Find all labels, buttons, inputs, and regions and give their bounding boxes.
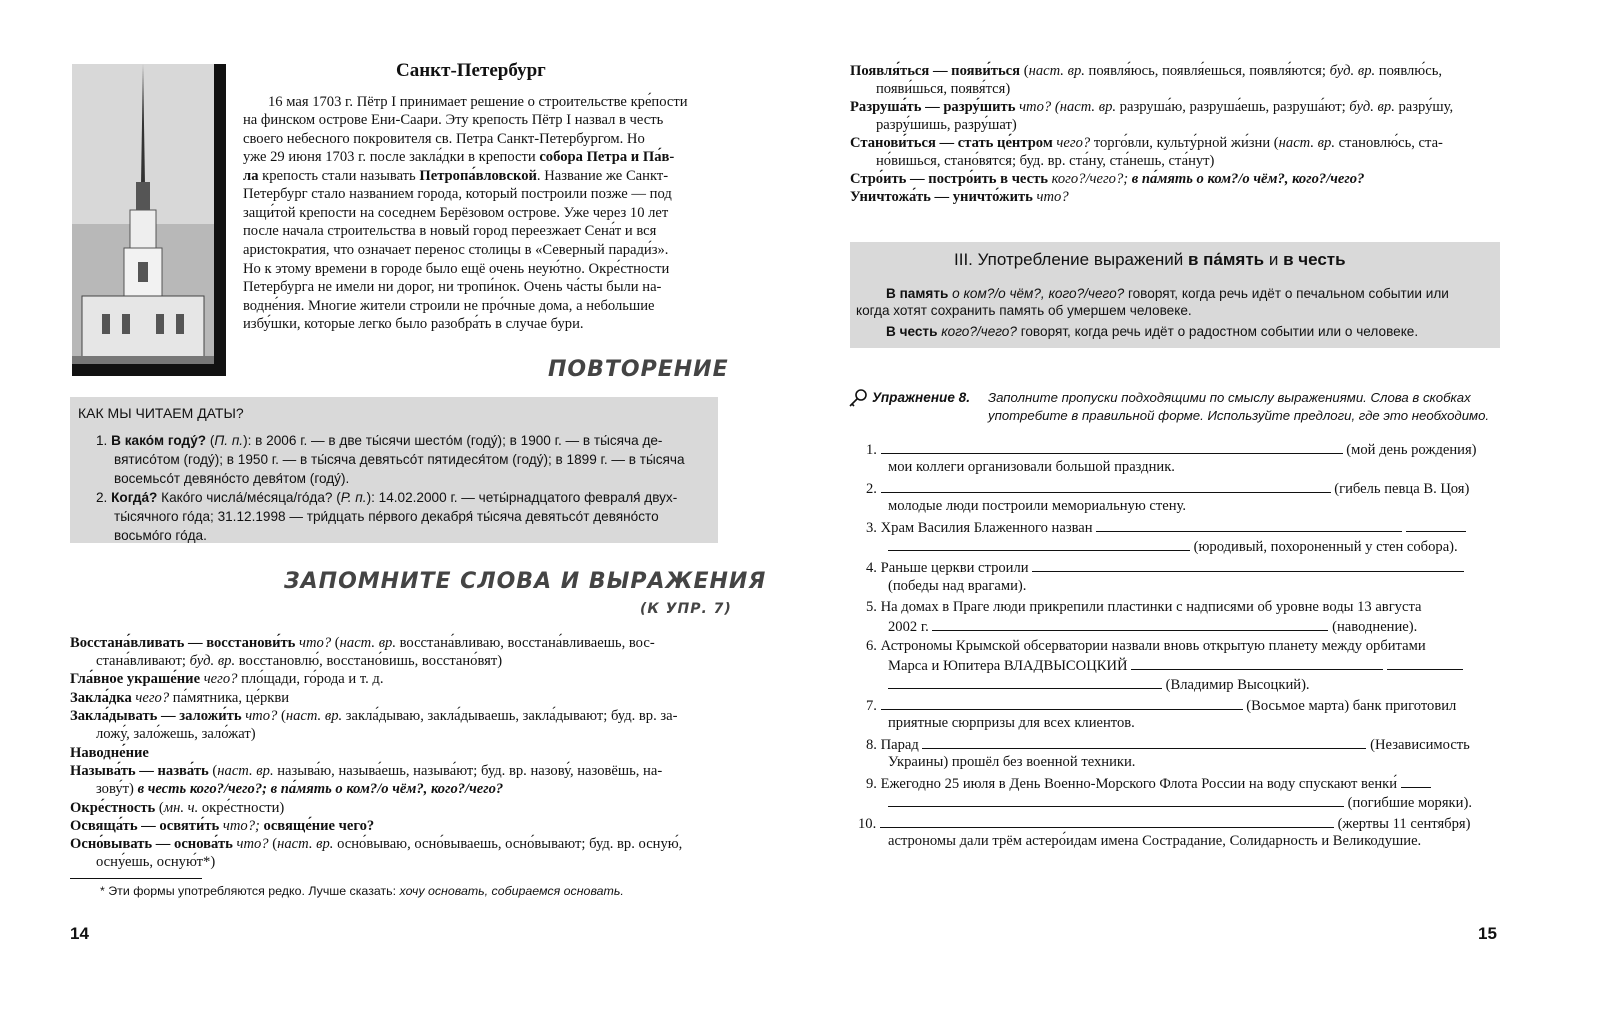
photo-frame-shadow: [214, 64, 226, 376]
usage-line-memory: В память о ком?/о чём?, кого?/чего? говорят, когда речь идёт о печальном событии или: [886, 286, 1449, 301]
dates-box: [70, 397, 718, 543]
usage-box-title: III. Употребление выражений в па́мять и в честь: [954, 250, 1346, 269]
remember-subheading: (К УПР. 7): [640, 601, 732, 617]
exercise-item[interactable]: 4. Раньше церкви строили: [866, 558, 1464, 577]
exercise-item[interactable]: 1. (мой день рождения): [866, 442, 1477, 458]
key-icon: [848, 388, 868, 413]
dates-list: 1. В како́м году́? (П. п.): в 2006 г. — в две ты́сячи шесто́м (году́); в 1900 г. — в ты́сяча де- вятисо́том (году́); в 1950 г. — в ты́сяча девятьсо́т пятидеся́том (году́); в 1899 г. — в ты́сяча восемьсо́т девяно́сто девя́том (году́). 2. Когда́? Како́го числа́/ме́сяца/го́да? (Р. п.): 14.02.2000 г. — четы́рнадцатого февраля́ двух- ты́сячного го́да; 31.12.1998 — три́дцать пе́рвого декабря́ ты́сяча девятьсо́т девяно́сто восьмо́го го́да.: [96, 433, 685, 543]
footnote: * Эти формы употребляются редко. Лучше сказать: хочу основать, собираемся основать.: [100, 884, 624, 898]
exercise-task: Заполните пропуски подходящими по смыслу выражениями. Слова в скобках: [988, 390, 1471, 405]
dates-title: КАК МЫ ЧИТАЕМ ДАТЫ?: [78, 405, 244, 421]
exercise-item[interactable]: 8. Парад (Независимость: [866, 737, 1470, 753]
exercise-item[interactable]: 6. Астрономы Крымской обсерватории назвали вновь открытую планету между орбитами: [866, 638, 1426, 654]
article-title: Санкт-Петербург: [396, 60, 546, 81]
usage-box: [850, 242, 1500, 348]
exercise-item[interactable]: 2. (гибель певца В. Цоя): [866, 481, 1470, 497]
exercise-title: Упражнение 8.: [872, 390, 971, 405]
page-number-left: 14: [70, 924, 89, 943]
exercise-item[interactable]: 3. Храм Василия Блаженного назван: [866, 518, 1466, 537]
repeat-heading: ПОВТОРЕНИЕ: [548, 357, 729, 382]
usage-line-honor: В честь кого?/чего? говорят, когда речь идёт о радостном событии или о человеке.: [886, 324, 1419, 339]
cathedral-photo: [72, 64, 214, 364]
photo-frame-shadow: [72, 364, 226, 376]
usage-line-memory-cont: когда хотят сохранить память об умершем человеке.: [856, 303, 1192, 318]
exercise-item[interactable]: 9. Ежегодно 25 июля в День Военно-Морского Флота России на воду спускают венки́: [866, 774, 1431, 793]
footnote-rule: [70, 878, 202, 879]
exercise-item[interactable]: 10. (жертвы 11 сентября): [858, 816, 1471, 832]
page-number-right: 15: [1478, 924, 1497, 943]
remember-heading: ЗАПОМНИТЕ СЛОВА И ВЫРАЖЕНИЯ: [284, 569, 767, 594]
exercise-item[interactable]: 7. (Восьмое марта) банк приготовил: [866, 698, 1457, 714]
exercise-item[interactable]: 5. На домах в Праге люди прикрепили пластинки с надписями об уровне воды 13 августа: [866, 599, 1422, 615]
peter-paul-cathedral-image: [72, 64, 214, 364]
exercise-task: употребите в правильной форме. Используйте предлоги, где это необходимо.: [988, 408, 1490, 423]
